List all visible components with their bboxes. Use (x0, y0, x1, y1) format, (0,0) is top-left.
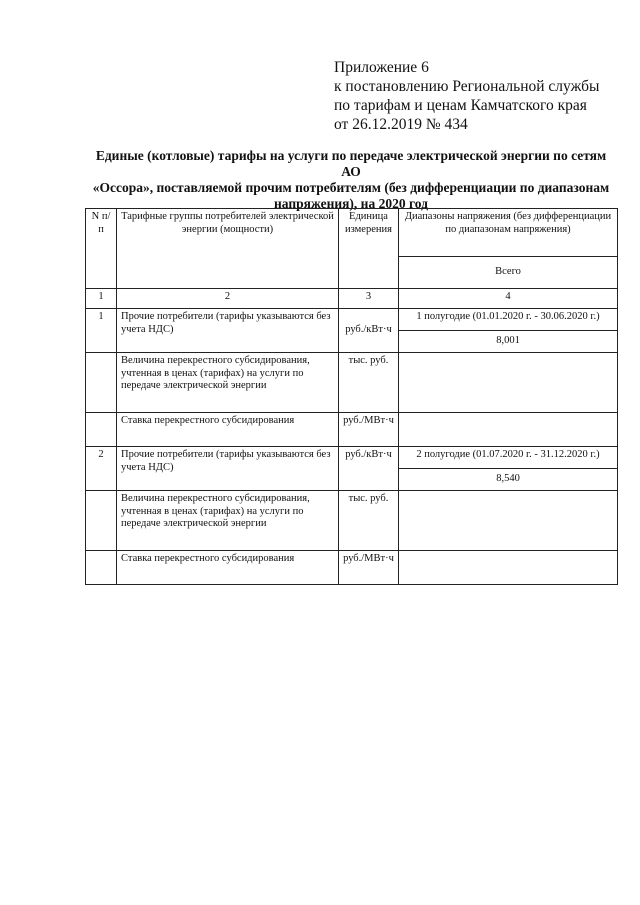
title-line: Единые (котловые) тарифы на услуги по передаче электрической энергии по сетям АО (95, 148, 607, 179)
unit-cell: тыс. руб. (339, 491, 399, 551)
unit-cell: руб./МВт·ч (339, 551, 399, 585)
column-number: 3 (339, 289, 399, 309)
subsidy-label: Величина перекрестного субсидирования, учтенная в ценах (тарифах) на услуги по передаче электрической энергии (117, 491, 339, 551)
appendix-line: Приложение 6 (334, 59, 429, 76)
period-cell: 2 полугодие (01.07.2020 г. - 31.12.2020 г.) (399, 447, 618, 469)
period-cell: 1 полугодие (01.01.2020 г. - 30.06.2020 г.) (399, 309, 618, 331)
unit-cell: руб./МВт·ч (339, 413, 399, 447)
subsidy-label: Величина перекрестного субсидирования, учтенная в ценах (тарифах) на услуги по передаче электрической энергии (117, 353, 339, 413)
unit-cell: руб./кВт·ч (339, 309, 399, 353)
appendix-line: от 26.12.2019 № 434 (334, 116, 468, 133)
tariff-value: 8,540 (399, 469, 618, 491)
table-header-row (86, 209, 618, 257)
table-row (86, 491, 618, 551)
rate-label: Ставка перекрестного субсидирования (117, 551, 339, 585)
table-row (86, 309, 618, 331)
header-total: Всего (399, 257, 618, 289)
unit-cell: руб./кВт·ч (339, 447, 399, 491)
title-line: «Оссора», поставляемой прочим потребителям (без дифференциации по диапазонам (92, 180, 610, 195)
table-row (86, 353, 618, 413)
table-row (86, 413, 618, 447)
consumer-group: Прочие потребители (тарифы указываются без учета НДС) (117, 447, 339, 491)
rate-label: Ставка перекрестного субсидирования (117, 413, 339, 447)
title-line: напряжения), на 2020 год (274, 196, 428, 211)
appendix-line: к постановлению Региональной службы (334, 78, 600, 95)
column-number-row (86, 289, 618, 309)
column-number: 4 (399, 289, 618, 309)
header-ranges: Диапазоны напряжения (без дифференциации по диапазонам напряжения) (399, 209, 618, 257)
header-group: Тарифные группы потребителей электрической энергии (мощности) (117, 209, 339, 289)
appendix-reference (334, 58, 634, 134)
column-number: 2 (117, 289, 339, 309)
document-title (86, 148, 616, 212)
row-num: 1 (86, 309, 117, 353)
tariff-value: 8,001 (399, 331, 618, 353)
tariff-table (85, 208, 618, 585)
header-unit: Единица измерения (339, 209, 399, 289)
appendix-line: по тарифам и ценам Камчатского края (334, 97, 587, 114)
column-number: 1 (86, 289, 117, 309)
unit-cell: тыс. руб. (339, 353, 399, 413)
row-num: 2 (86, 447, 117, 491)
table-row (86, 551, 618, 585)
table-row (86, 447, 618, 469)
consumer-group: Прочие потребители (тарифы указываются без учета НДС) (117, 309, 339, 353)
header-num: N п/п (86, 209, 117, 289)
